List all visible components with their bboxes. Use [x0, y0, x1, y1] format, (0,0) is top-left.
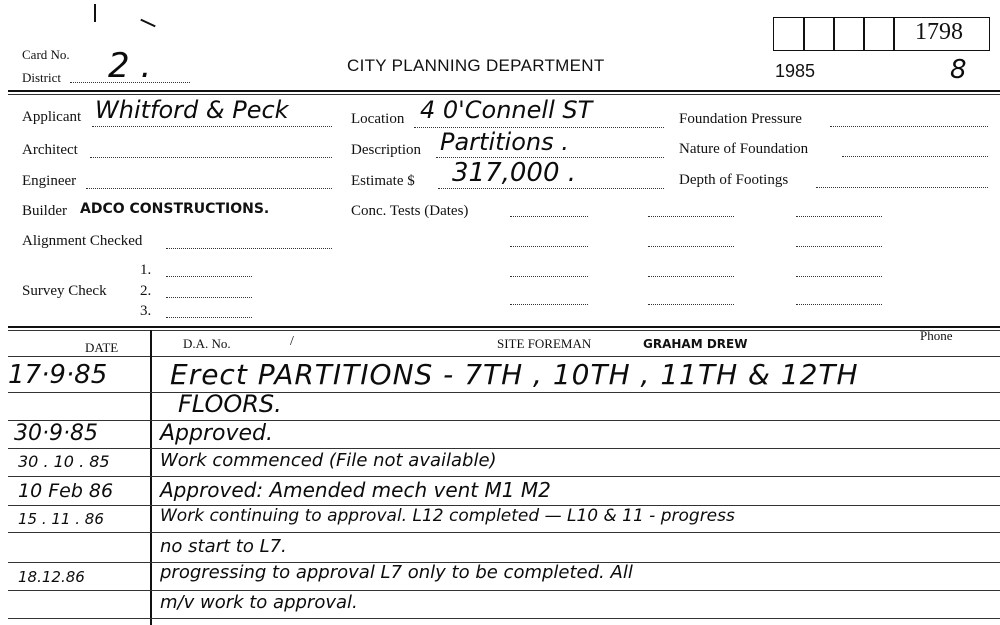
description-value: Partitions . — [440, 128, 569, 156]
log-entry: no start to L7. — [160, 536, 287, 557]
log-date: 30 . 10 . 85 — [18, 452, 110, 471]
da-no-label: D.A. No. — [183, 336, 231, 351]
estimate-label: Estimate $ — [351, 173, 415, 189]
survey-3: 3. — [140, 303, 152, 319]
architect-label: Architect — [22, 142, 78, 158]
district-value: 2 . — [108, 46, 152, 86]
estimate-value: 317,000 . — [452, 158, 577, 188]
survey-2: 2. — [140, 283, 152, 299]
site-foreman-label: SITE FOREMAN — [497, 336, 592, 351]
log-date: 15 . 11 . 86 — [18, 510, 104, 528]
log-entry: m/v work to approval. — [160, 592, 358, 613]
description-label: Description — [351, 142, 421, 158]
district-label: District — [22, 70, 61, 85]
log-entry: progressing to approval L7 only to be completed. All — [160, 562, 633, 583]
phone-label: Phone — [920, 328, 953, 343]
foundation-pressure-label: Foundation Pressure — [679, 111, 802, 127]
log-date: 17·9·85 — [8, 360, 108, 390]
card-no-label: Card No. — [22, 47, 70, 62]
year-note: 8 — [950, 55, 967, 85]
log-entry: Erect PARTITIONS - 7TH , 10TH , 11TH & 12TH — [170, 358, 859, 391]
log-entry: Work continuing to approval. L12 completed — L10 & 11 - progress — [160, 506, 735, 526]
survey-1: 1. — [140, 262, 152, 278]
corner-mark — [94, 4, 96, 22]
location-value: 4 0'Connell ST — [420, 96, 593, 124]
year: 1985 — [775, 61, 816, 81]
location-label: Location — [351, 111, 405, 127]
log-date: 30·9·85 — [14, 421, 98, 446]
builder-value: ADCO CONSTRUCTIONS. — [80, 201, 270, 217]
corner-mark-dash — [140, 19, 155, 28]
department-title: CITY PLANNING DEPARTMENT — [347, 56, 605, 75]
applicant-label: Applicant — [22, 109, 82, 125]
conc-tests-label: Conc. Tests (Dates) — [351, 203, 469, 219]
builder-label: Builder — [22, 203, 67, 219]
engineer-label: Engineer — [22, 173, 77, 189]
log-entry: Work commenced (File not available) — [160, 450, 497, 471]
site-foreman-value: GRAHAM DREW — [643, 337, 748, 351]
card-number: 1798 — [915, 19, 963, 45]
alignment-label: Alignment Checked — [22, 233, 143, 249]
log-entry: Approved: Amended mech vent M1 M2 — [160, 478, 551, 502]
applicant-value: Whitford & Peck — [95, 96, 289, 124]
nature-of-foundation-label: Nature of Foundation — [679, 141, 809, 157]
depth-of-footings-label: Depth of Footings — [679, 172, 789, 188]
log-entry: Approved. — [160, 421, 273, 446]
da-no-mark: / — [290, 334, 294, 349]
log-entry: FLOORS. — [178, 390, 282, 418]
log-date: 10 Feb 86 — [18, 480, 114, 502]
log-date: 18.12.86 — [18, 568, 85, 586]
survey-label: Survey Check — [22, 283, 107, 299]
date-column-header: DATE — [85, 340, 119, 355]
